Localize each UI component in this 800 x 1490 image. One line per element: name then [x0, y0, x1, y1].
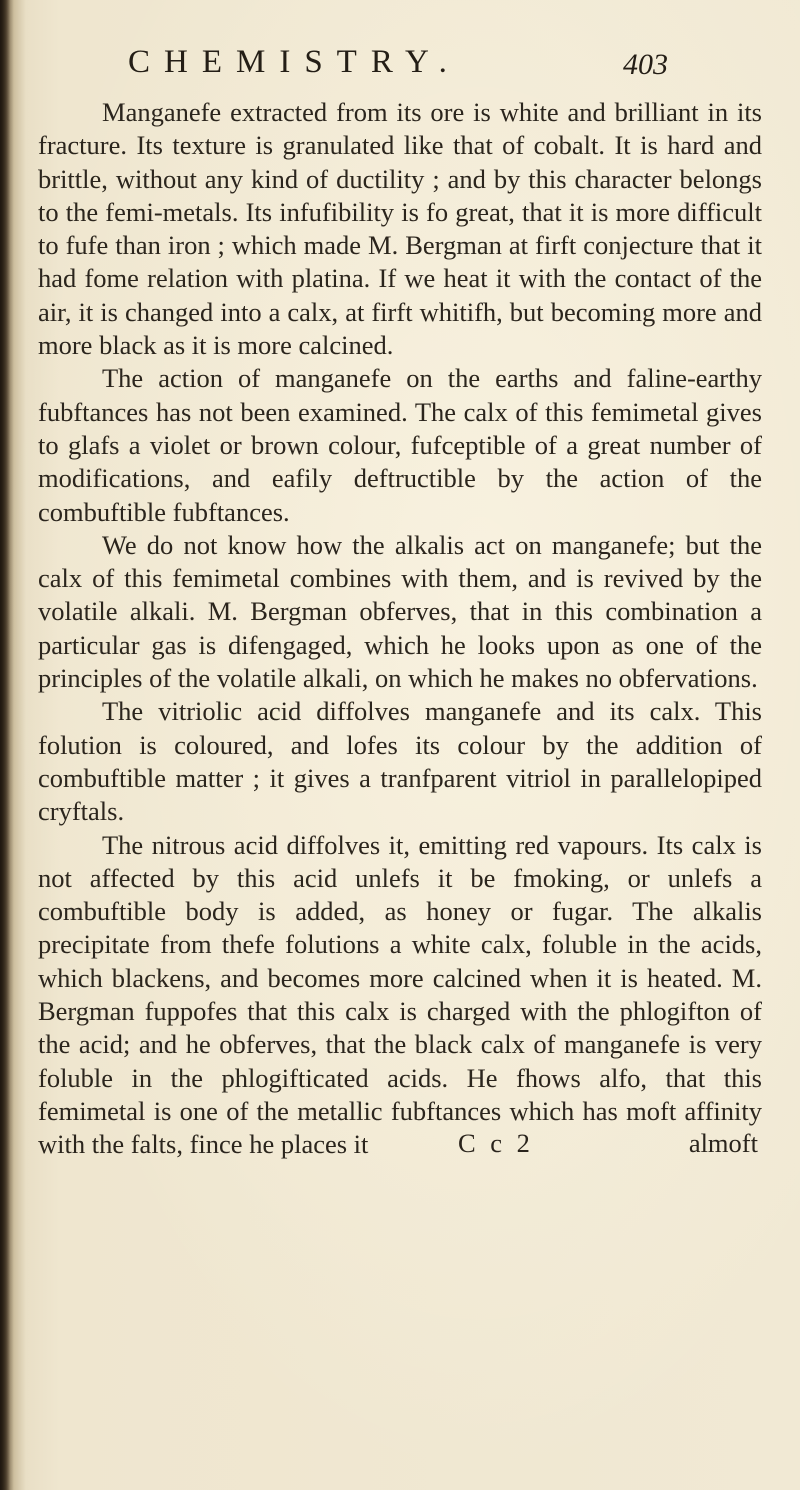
- page-number: 403: [623, 48, 668, 81]
- paragraph-manganese-description: Manganefe extracted from its ore is white and brilliant in its fracture. Its texture is granulated like that of cobalt. It is hard and brittle, without any kind of ductility ; and by this character belongs to the femi-metals. Its infufibility is fo great, that it is more difficult to fufe than iron ; which made M. Bergman at firft conjecture that it had fome relation with platina. If we heat it with the contact of the air, it is changed into a calx, at firft whitifh, but becoming more and more black as it is more calcined.: [38, 97, 762, 361]
- catch-line: [38, 1128, 762, 1162]
- signature-mark: C c 2: [458, 1128, 534, 1158]
- page-gutter-shadow: [0, 0, 10, 1490]
- running-head: [128, 44, 668, 90]
- paragraph-earths-action: The action of manganefe on the earths and faline-earthy fubftances has not been examined. The calx of this femimetal gives to glafs a violet or brown colour, fufceptible of a great number of modifications, and eafily deftructible by the action of the combuftible fubftances.: [38, 363, 762, 527]
- paragraph-alkalis-action: We do not know how the alkalis act on manganefe; but the calx of this femimetal combines with them, and is revived by the volatile alkali. M. Bergman obferves, that in this combination a particular gas is difengaged, which he looks upon as one of the principles of the volatile alkali, on which he makes no obfervations.: [38, 529, 762, 694]
- catchword: almoft: [688, 1128, 758, 1158]
- body-text: [38, 96, 762, 1162]
- paragraph-vitriolic-acid: The vitriolic acid diffolves manganefe and its calx. This folution is coloured, and lofes its colour by the addition of combuftible matter ; it gives a tranfparent vitriol in parallelopiped cryftals.: [38, 696, 762, 827]
- running-title: CHEMISTRY.: [128, 44, 461, 80]
- paragraph-nitrous-acid: The nitrous acid diffolves it, emitting red vapours. Its calx is not affected by this acid unlefs it be fmoking, or unlefs a combuftible body is added, as honey or fugar. The alkalis precipitate from thefe folutions a white calx, foluble in the acids, which blackens, and becomes more calcined when it is heated. M. Bergman fuppofes that this calx is charged with the phlogifton of the acid; and he obferves, that the black calx of manganefe is very foluble in the phlogifticated acids. He fhows alfo, that this femimetal is one of the metallic fubftances which has moft affinity with the falts, fince he places it: [38, 829, 762, 1160]
